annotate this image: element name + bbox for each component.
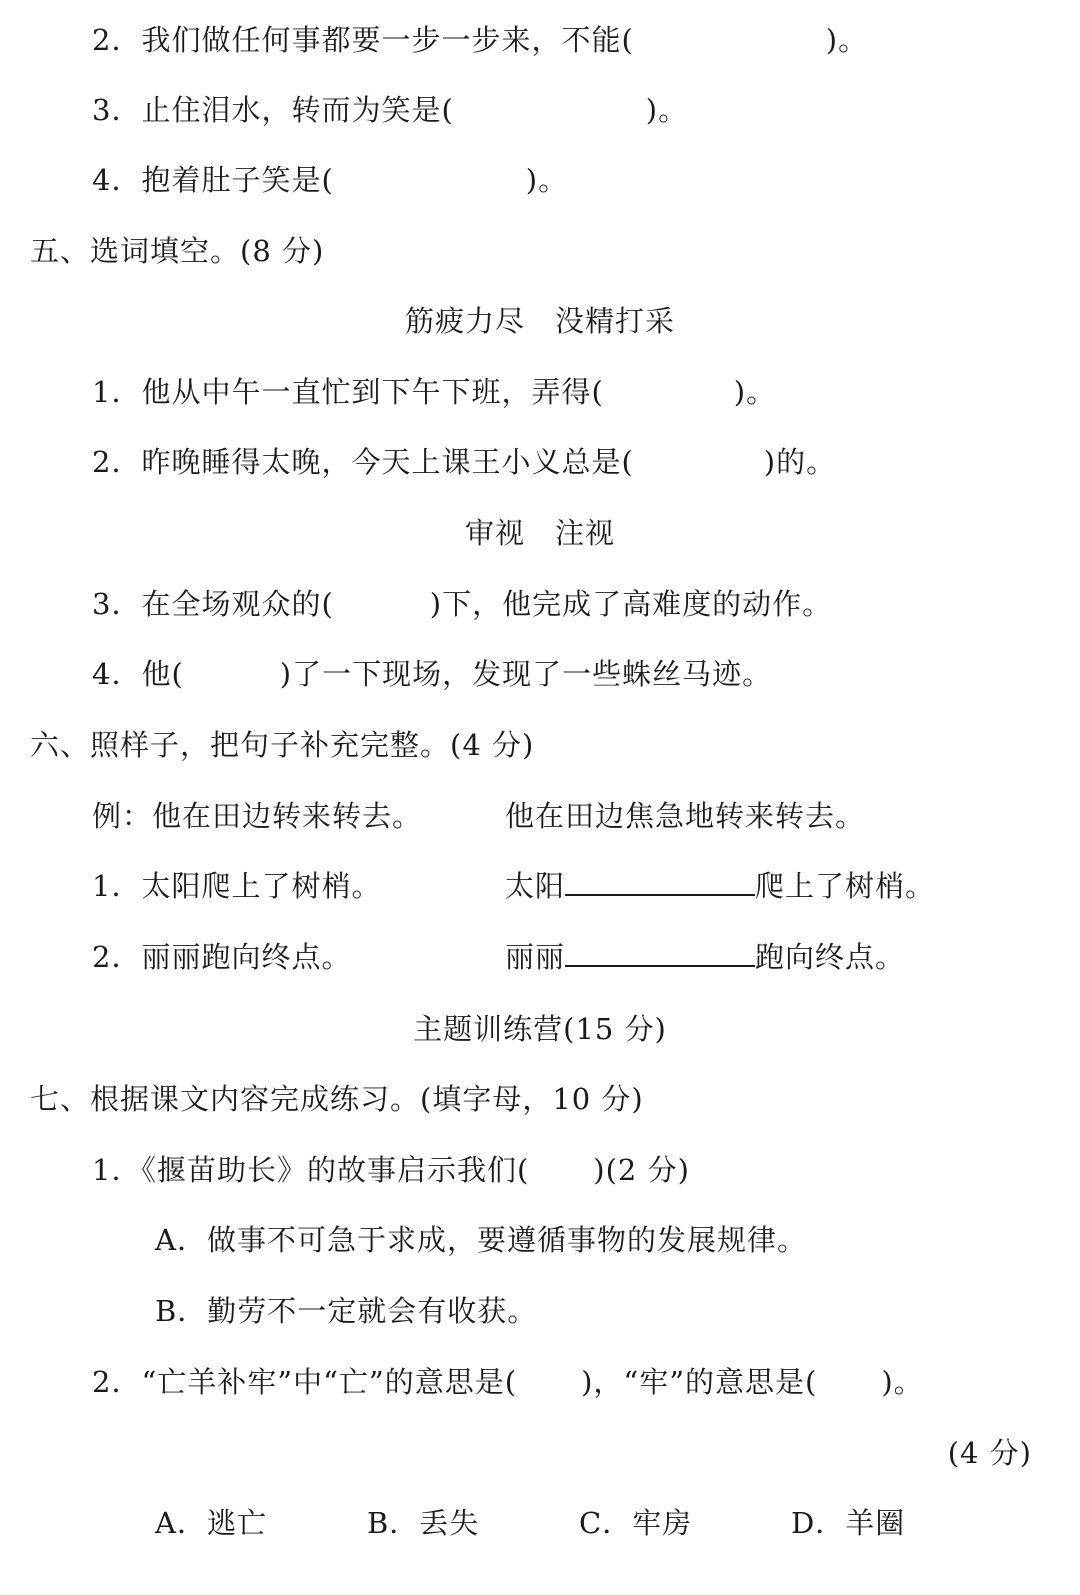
s5-word-bank-a: 筋疲力尽 没精打采 [404, 304, 675, 338]
s7-question-1 [92, 1150, 690, 1190]
s7-q2-option-a: A．逃亡 [155, 1506, 267, 1540]
s7-q2-option-b: B．丢失 [367, 1506, 480, 1540]
s6-q2-left: 2．丽丽跑向终点。 [92, 940, 352, 974]
s4-q3-text: 3．止住泪水，转而为笑是( [92, 93, 454, 127]
camp-title: 主题训练营(15 分) [413, 1012, 667, 1046]
s7-q2-text: 2．“亡羊补牢”中“亡”的意思是( [92, 1365, 518, 1399]
s4-question-2 [92, 20, 868, 60]
s7-q1-end: )(2 分) [593, 1153, 690, 1187]
s6-q1-left: 1．太阳爬上了树梢。 [92, 869, 382, 903]
s6-q1-underline-blank[interactable] [565, 868, 755, 896]
s5-question-1 [92, 372, 776, 412]
s4-question-4 [92, 160, 568, 200]
s7-question-2 [92, 1362, 924, 1402]
s7-q2-mid: )，“牢”的意思是( [581, 1365, 818, 1399]
s5-q2-end: )的。 [763, 445, 837, 479]
s6-q2-right-post: 跑向终点。 [755, 940, 906, 974]
s5-heading: 五、选词填空。(8 分) [30, 234, 325, 268]
s6-example-left: 例：他在田边转来转去。 [92, 799, 423, 833]
s6-q2-underline-blank[interactable] [565, 939, 755, 967]
s6-q2-right [505, 937, 905, 977]
s7-q2-option-c: C．牢房 [579, 1506, 693, 1540]
s5-question-3 [92, 584, 832, 624]
s7-q2-score: (4 分) [947, 1436, 1032, 1470]
s7-heading: 七、根据课文内容完成练习。(填字母，10 分) [30, 1082, 644, 1116]
s5-question-4 [92, 654, 772, 694]
s4-q2-text: 2．我们做任何事都要一步一步来，不能( [92, 23, 634, 57]
s5-question-2 [92, 442, 836, 482]
s5-q3-text: 3．在全场观众的( [92, 587, 334, 621]
s4-q4-end: )。 [525, 163, 569, 197]
s5-word-bank-b: 审视 注视 [464, 516, 615, 550]
s6-example-right: 他在田边焦急地转来转去。 [505, 799, 866, 833]
s5-q4-end: )了一下现场，发现了一些蛛丝马迹。 [279, 657, 773, 691]
s4-question-3 [92, 90, 688, 130]
s7-q1-option-a: A．做事不可急于求成，要遵循事物的发展规律。 [155, 1223, 807, 1257]
s4-q3-end: )。 [645, 93, 689, 127]
s6-heading: 六、照样子，把句子补充完整。(4 分) [30, 728, 535, 762]
s5-q4-text: 4．他( [92, 657, 184, 691]
s7-q2-option-d: D．羊圈 [791, 1506, 906, 1540]
s5-q3-end: )下，他完成了高难度的动作。 [429, 587, 833, 621]
s5-q2-text: 2．昨晚睡得太晚，今天上课王小义总是( [92, 445, 634, 479]
s4-q4-text: 4．抱着肚子笑是( [92, 163, 334, 197]
s7-q2-end: )。 [881, 1365, 924, 1399]
s6-q1-right-pre: 太阳 [505, 869, 566, 903]
s7-q1-text: 1．《揠苗助长》的故事启示我们( [92, 1153, 530, 1187]
s5-q1-end: )。 [733, 375, 777, 409]
s7-q1-option-b: B．勤劳不一定就会有收获。 [155, 1294, 538, 1328]
s6-q2-right-pre: 丽丽 [505, 940, 566, 974]
s5-q1-text: 1．他从中午一直忙到下午下班，弄得( [92, 375, 604, 409]
s6-q1-right-post: 爬上了树梢。 [755, 869, 936, 903]
s6-q1-right [505, 866, 935, 906]
s4-q2-end: )。 [825, 23, 869, 57]
